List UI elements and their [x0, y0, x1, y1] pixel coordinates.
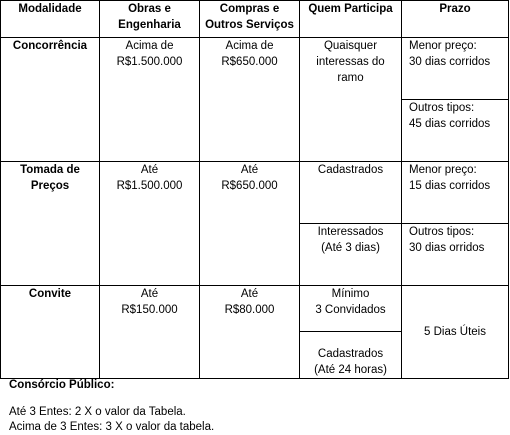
concorrencia-compras: [200, 38, 300, 162]
tomada-compras-line1: Até: [240, 164, 259, 176]
convite-prazo: [402, 286, 509, 379]
tomada-quem-cadastrados: [300, 162, 402, 224]
convite-compras-line1: Até: [240, 288, 259, 300]
tomada-name-line2: Preços: [30, 180, 70, 192]
convite-quem-minimo: [300, 286, 402, 332]
concorrencia-compras-line1: Acima de: [225, 40, 274, 52]
tomada-obras-line2: R$1.500.000: [116, 180, 183, 192]
consorcio-line2: Acima de 3 Entes: 3 X o valor da tabela.: [9, 421, 215, 433]
tomada-prazo1-line1: Menor preço:: [409, 164, 477, 176]
tomada-compras: [200, 162, 300, 286]
concorrencia-name-text: Concorrência: [12, 40, 88, 52]
concorrencia-obras: [100, 38, 200, 162]
convite-quem2-line1: Cadastrados: [317, 348, 384, 360]
tomada-compras-line2: R$650.000: [221, 180, 278, 192]
concorrencia-name: [1, 38, 100, 162]
tomada-prazo-outros: [402, 224, 509, 286]
concorrencia-quem-line2: interessas do: [316, 56, 385, 68]
concorrencia-prazo1-line1: Menor preço:: [409, 40, 477, 52]
convite-name: [1, 286, 100, 379]
header-compras: [200, 1, 300, 38]
concorrencia-compras-line2: R$650.000: [221, 56, 278, 68]
convite-quem2-line2: (Até 24 horas): [314, 364, 387, 376]
header-compras-line2: Outros Serviços: [205, 19, 294, 31]
tomada-quem1-text: Cadastrados: [317, 164, 384, 176]
convite-name-text: Convite: [28, 288, 72, 300]
convite-prazo-text: 5 Dias Úteis: [424, 326, 486, 338]
concorrencia-quem: [300, 38, 402, 162]
convite-obras-line1: Até: [140, 288, 159, 300]
header-quem-label: Quem Participa: [308, 3, 393, 15]
header-prazo-label: Prazo: [439, 3, 471, 15]
header-obras-line2: Engenharia: [118, 19, 181, 31]
row-convite: [1, 286, 509, 332]
tomada-prazo2-line1: Outros tipos:: [409, 226, 475, 238]
convite-quem-cadastrados: [300, 332, 402, 379]
consorcio-title: Consórcio Público:: [9, 379, 115, 391]
concorrencia-prazo-menor: [402, 38, 509, 100]
header-prazo: [402, 1, 509, 38]
tomada-prazo-menor: [402, 162, 509, 224]
concorrencia-prazo1-line2: 30 dias corridos: [409, 56, 491, 68]
convite-obras: [100, 286, 200, 379]
tomada-quem-interessados: [300, 224, 402, 286]
header-compras-line1: Compras e: [219, 3, 280, 15]
convite-obras-line2: R$150.000: [121, 304, 178, 316]
concorrencia-quem-line3: ramo: [337, 72, 364, 84]
convite-compras-line2: R$80.000: [224, 304, 275, 316]
header-quem-participa: [300, 1, 402, 38]
header-modalidade: [1, 1, 100, 38]
tomada-obras-line1: Até: [140, 164, 159, 176]
header-obras: [100, 1, 200, 38]
tomada-quem2-line2: (Até 3 dias): [321, 242, 380, 254]
tomada-name-line1: Tomada de: [20, 164, 80, 176]
concorrencia-obras-line2: R$1.500.000: [116, 56, 183, 68]
convite-quem1-line1: Mínimo: [331, 288, 370, 300]
tomada-prazo2-line2: 30 dias orridos: [409, 242, 485, 254]
header-modalidade-label: Modalidade: [18, 3, 82, 15]
header-obras-line1: Obras e: [128, 3, 171, 15]
concorrencia-obras-line1: Acima de: [125, 40, 174, 52]
convite-quem1-line2: 3 Convidados: [315, 304, 386, 316]
consorcio-line1: Até 3 Entes: 2 X o valor da Tabela.: [9, 406, 186, 418]
concorrencia-prazo-outros: [402, 100, 509, 162]
convite-compras: [200, 286, 300, 379]
header-row: [1, 1, 509, 38]
tomada-name: [1, 162, 100, 286]
concorrencia-prazo2-line2: 45 dias corridos: [409, 118, 491, 130]
concorrencia-prazo2-line1: Outros tipos:: [409, 102, 475, 114]
tomada-quem2-line1: Interessados: [317, 226, 384, 238]
concorrencia-quem-line1: Quaisquer: [323, 40, 378, 52]
row-tomada: [1, 162, 509, 224]
tomada-prazo1-line2: 15 dias corridos: [409, 180, 491, 192]
tomada-obras: [100, 162, 200, 286]
row-concorrencia: [1, 38, 509, 100]
